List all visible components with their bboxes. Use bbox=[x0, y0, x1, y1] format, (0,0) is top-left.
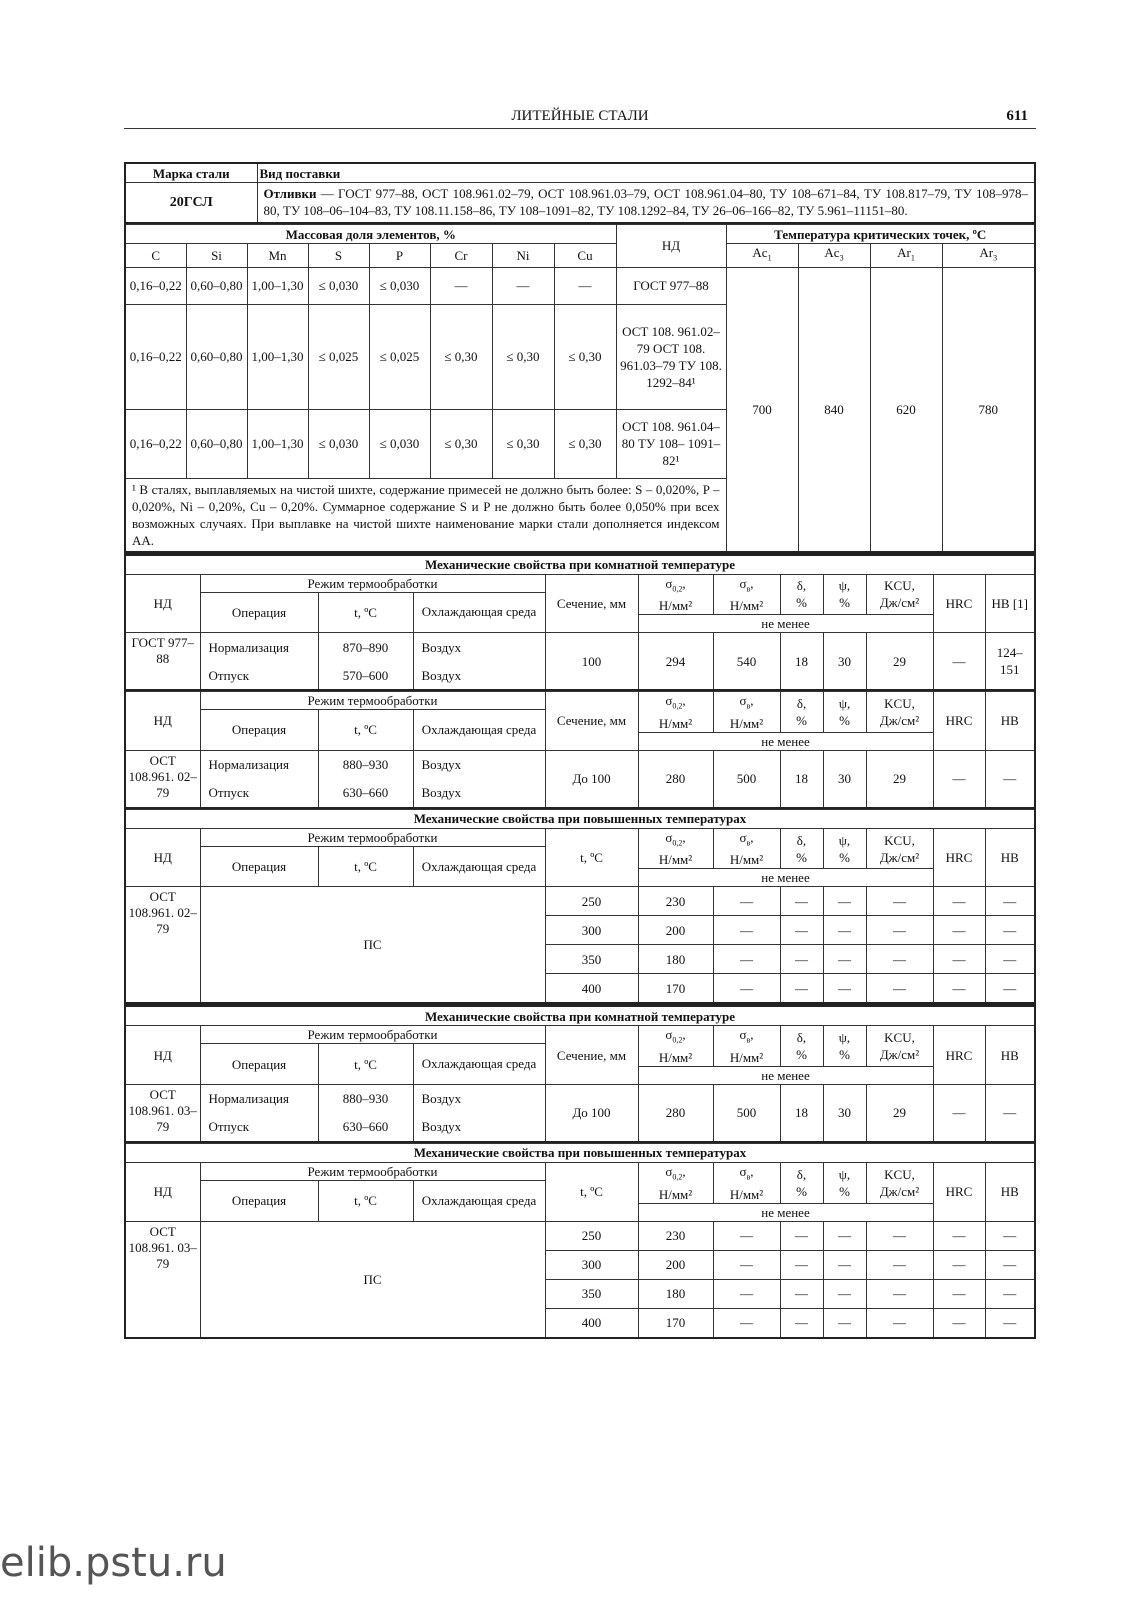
medium-header: Охлаждающая среда bbox=[413, 846, 545, 887]
empty-value: — bbox=[713, 916, 780, 945]
yield-strength-value: 180 bbox=[638, 1279, 713, 1308]
temperature-header: t, ºC bbox=[318, 710, 413, 751]
composition-value: ≤ 0,30 bbox=[554, 409, 616, 478]
hrc-header: HRC bbox=[933, 828, 985, 887]
test-temperature-value: 250 bbox=[545, 1221, 638, 1250]
empty-value: — bbox=[823, 1221, 866, 1250]
empty-value: — bbox=[823, 1308, 866, 1338]
yield-strength-value: 230 bbox=[638, 1221, 713, 1250]
nd-header: НД bbox=[125, 1026, 200, 1085]
composition-value: ≤ 0,30 bbox=[554, 304, 616, 409]
temperature-header: t, ºC bbox=[318, 1044, 413, 1085]
supply-label: Вид поставки bbox=[257, 163, 1035, 183]
kcu-header: KCU, Дж/см² bbox=[866, 1026, 933, 1067]
composition-footnote: ¹ В сталях, выплавляемых на чистой шихте, содержание примесей не должно быть более: S – 0,020%, P – 0,020%, Ni – 0,20%, Cu – 0,20%. Суммарное содержание S и P не должно быть более 0,050% при всех возможных случаях. При выплавке на чистой шихте наименование марки стали дополняется индексом АА. bbox=[125, 478, 726, 552]
empty-value: — bbox=[780, 1221, 823, 1250]
temperature-header: t, ºC bbox=[318, 592, 413, 633]
heat-treatment-header: Режим термообработки bbox=[200, 1162, 545, 1180]
nd-value: ОСТ 108.961. 03–79 bbox=[125, 1221, 200, 1338]
heat-treatment-header: Режим термообработки bbox=[200, 574, 545, 592]
empty-value: — bbox=[985, 916, 1035, 945]
empty-value: — bbox=[985, 945, 1035, 974]
composition-nd: ГОСТ 977–88 bbox=[616, 267, 726, 304]
empty-value: — bbox=[985, 1250, 1035, 1279]
empty-value: — bbox=[933, 945, 985, 974]
test-temperature-header: t, ºC bbox=[545, 1162, 638, 1221]
grade-name: 20ГСЛ bbox=[125, 183, 257, 224]
tensile-strength-header: $\sigma_в$, Н/мм² bbox=[713, 1162, 780, 1203]
property-value: 18 bbox=[780, 633, 823, 691]
medium-header: Охлаждающая среда bbox=[413, 710, 545, 751]
empty-value: — bbox=[780, 887, 823, 916]
medium-value: Воздух bbox=[413, 1113, 545, 1142]
page-number: 611 bbox=[1006, 108, 1028, 124]
composition-value: 0,16–0,22 bbox=[125, 267, 186, 304]
composition-value: 0,16–0,22 bbox=[125, 409, 186, 478]
not-less-label: не менее bbox=[638, 732, 933, 750]
property-value: 18 bbox=[780, 750, 823, 808]
nd-value: ОСТ 108.961. 02–79 bbox=[125, 750, 200, 808]
elongation-header: δ, % bbox=[780, 692, 823, 733]
operation-value: Нормализация bbox=[200, 750, 318, 779]
not-less-label: не менее bbox=[638, 1203, 933, 1221]
yield-strength-header: $\sigma_{0,2}$, Н/мм² bbox=[638, 1162, 713, 1203]
property-value: 280 bbox=[638, 1084, 713, 1142]
medium-header: Охлаждающая среда bbox=[413, 1180, 545, 1221]
composition-value: ≤ 0,025 bbox=[369, 304, 430, 409]
empty-value: — bbox=[713, 974, 780, 1004]
section-title: Механические свойства при повышенных температурах bbox=[125, 1143, 1035, 1162]
property-value: 29 bbox=[866, 750, 933, 808]
empty-value: — bbox=[866, 974, 933, 1004]
operation-value: Отпуск bbox=[200, 661, 318, 690]
composition-value: ≤ 0,30 bbox=[430, 409, 492, 478]
operation-header: Операция bbox=[200, 846, 318, 887]
property-value: — bbox=[985, 1084, 1035, 1142]
composition-value: ≤ 0,30 bbox=[430, 304, 492, 409]
heat-treatment-header: Режим термообработки bbox=[200, 1026, 545, 1044]
empty-value: — bbox=[713, 1279, 780, 1308]
reduction-header: ψ, % bbox=[823, 1026, 866, 1067]
nd-value: ОСТ 108.961. 02–79 bbox=[125, 887, 200, 1004]
empty-value: — bbox=[866, 916, 933, 945]
property-value: 500 bbox=[713, 750, 780, 808]
steel-card bbox=[124, 162, 1036, 1339]
elongation-header: δ, % bbox=[780, 574, 823, 615]
medium-header: Охлаждающая среда bbox=[413, 1044, 545, 1085]
empty-value: — bbox=[823, 887, 866, 916]
temperature-value: 870–890 bbox=[318, 633, 413, 662]
empty-value: — bbox=[866, 945, 933, 974]
reduction-header: ψ, % bbox=[823, 574, 866, 615]
empty-value: — bbox=[780, 916, 823, 945]
yield-strength-value: 170 bbox=[638, 974, 713, 1004]
empty-value: — bbox=[713, 1221, 780, 1250]
composition-value: 1,00–1,30 bbox=[247, 409, 308, 478]
kcu-header: KCU, Дж/см² bbox=[866, 828, 933, 869]
operation-header: Операция bbox=[200, 1180, 318, 1221]
element-header: P bbox=[369, 244, 430, 268]
composition-value: ≤ 0,025 bbox=[308, 304, 369, 409]
operation-value: Нормализация bbox=[200, 1084, 318, 1113]
critical-point-value: 840 bbox=[798, 267, 870, 552]
empty-value: — bbox=[933, 887, 985, 916]
yield-strength-header: $\sigma_{0,2}$, Н/мм² bbox=[638, 828, 713, 869]
medium-value: Воздух bbox=[413, 1084, 545, 1113]
empty-value: — bbox=[780, 974, 823, 1004]
temperature-value: 630–660 bbox=[318, 779, 413, 808]
element-header: Cu bbox=[554, 244, 616, 268]
section-header: Сечение, мм bbox=[545, 692, 638, 751]
castings-text: — ГОСТ 977–88, ОСТ 108.961.02–79, ОСТ 108.961.03–79, ОСТ 108.961.04–80, ТУ 108–671–84, ТУ 108.817–79, ТУ 108–978–80, ТУ 108–06–104–83, ТУ 108.11.158–86, ТУ 108–1091–82, ТУ 108.1292–84, ТУ 26–06–166–82, ТУ 5.961–11151–80. bbox=[263, 186, 1028, 218]
empty-value: — bbox=[713, 945, 780, 974]
operation-value: Отпуск bbox=[200, 1113, 318, 1142]
critical-point-value: 780 bbox=[942, 267, 1035, 552]
empty-value: — bbox=[823, 945, 866, 974]
operation-header: Операция bbox=[200, 710, 318, 751]
empty-value: — bbox=[985, 974, 1035, 1004]
empty-value: — bbox=[823, 916, 866, 945]
elongation-header: δ, % bbox=[780, 828, 823, 869]
empty-value: — bbox=[780, 1308, 823, 1338]
empty-value: — bbox=[933, 1308, 985, 1338]
property-value: 18 bbox=[780, 1084, 823, 1142]
yield-strength-value: 180 bbox=[638, 945, 713, 974]
section-title: Механические свойства при комнатной температуре bbox=[125, 1006, 1035, 1026]
empty-value: — bbox=[866, 887, 933, 916]
property-value: 30 bbox=[823, 750, 866, 808]
medium-value: Воздух bbox=[413, 750, 545, 779]
composition-value: 1,00–1,30 bbox=[247, 267, 308, 304]
critical-point-value: 700 bbox=[726, 267, 798, 552]
empty-value: — bbox=[823, 1279, 866, 1308]
section-title: Механические свойства при повышенных температурах bbox=[125, 809, 1035, 828]
not-less-label: не менее bbox=[638, 1066, 933, 1084]
high-temperature-table bbox=[124, 1143, 1036, 1339]
property-value: 29 bbox=[866, 1084, 933, 1142]
empty-value: — bbox=[866, 1279, 933, 1308]
composition-value: 0,60–0,80 bbox=[186, 409, 247, 478]
temperature-value: 570–600 bbox=[318, 661, 413, 690]
composition-value: 0,60–0,80 bbox=[186, 267, 247, 304]
property-value: — bbox=[933, 633, 985, 691]
hrc-header: HRC bbox=[933, 1026, 985, 1085]
test-temperature-value: 350 bbox=[545, 1279, 638, 1308]
test-temperature-value: 400 bbox=[545, 1308, 638, 1338]
composition-nd: ОСТ 108. 961.02–79 ОСТ 108. 961.03–79 ТУ 108. 1292–84¹ bbox=[616, 304, 726, 409]
yield-strength-value: 200 bbox=[638, 916, 713, 945]
heat-treatment-value: ПС bbox=[200, 1221, 545, 1338]
critical-point-value: 620 bbox=[870, 267, 942, 552]
property-value: 294 bbox=[638, 633, 713, 691]
property-value: 29 bbox=[866, 633, 933, 691]
hb-header: НВ bbox=[985, 1162, 1035, 1221]
critical-point-label: $Ac_3$ bbox=[798, 244, 870, 268]
composition-value: — bbox=[430, 267, 492, 304]
element-header: S bbox=[308, 244, 369, 268]
nd-header: НД bbox=[125, 692, 200, 751]
not-less-label: не менее bbox=[638, 869, 933, 887]
tensile-strength-header: $\sigma_в$, Н/мм² bbox=[713, 828, 780, 869]
elongation-header: δ, % bbox=[780, 1162, 823, 1203]
nd-header: НД bbox=[125, 1162, 200, 1221]
yield-strength-value: 230 bbox=[638, 887, 713, 916]
yield-strength-value: 200 bbox=[638, 1250, 713, 1279]
yield-strength-header: $\sigma_{0,2}$, Н/мм² bbox=[638, 692, 713, 733]
nd-value: ГОСТ 977–88 bbox=[125, 633, 200, 691]
mechanical-properties bbox=[124, 553, 1036, 1339]
running-title: ЛИТЕЙНЫЕ СТАЛИ bbox=[511, 108, 649, 124]
empty-value: — bbox=[866, 1308, 933, 1338]
yield-strength-header: $\sigma_{0,2}$, Н/мм² bbox=[638, 1026, 713, 1067]
empty-value: — bbox=[780, 1250, 823, 1279]
composition-nd: ОСТ 108. 961.04–80 ТУ 108– 1091–82¹ bbox=[616, 409, 726, 478]
empty-value: — bbox=[985, 1279, 1035, 1308]
composition-value: ≤ 0,30 bbox=[492, 409, 554, 478]
medium-header: Охлаждающая среда bbox=[413, 592, 545, 633]
empty-value: — bbox=[713, 1250, 780, 1279]
element-header: Si bbox=[186, 244, 247, 268]
empty-value: — bbox=[780, 1279, 823, 1308]
high-temperature-table bbox=[124, 809, 1036, 1005]
critical-point-label: $Ac_1$ bbox=[726, 244, 798, 268]
empty-value: — bbox=[823, 1250, 866, 1279]
elongation-header: δ, % bbox=[780, 1026, 823, 1067]
reduction-header: ψ, % bbox=[823, 828, 866, 869]
tensile-strength-header: $\sigma_в$, Н/мм² bbox=[713, 692, 780, 733]
composition-value: ≤ 0,030 bbox=[308, 409, 369, 478]
empty-value: — bbox=[933, 916, 985, 945]
composition-value: ≤ 0,030 bbox=[369, 409, 430, 478]
composition-value: 0,16–0,22 bbox=[125, 304, 186, 409]
composition-value: 1,00–1,30 bbox=[247, 304, 308, 409]
tensile-strength-header: $\sigma_в$, Н/мм² bbox=[713, 1026, 780, 1067]
property-value: 280 bbox=[638, 750, 713, 808]
hb-header: НВ [1] bbox=[985, 574, 1035, 633]
empty-value: — bbox=[866, 1250, 933, 1279]
temperature-value: 880–930 bbox=[318, 1084, 413, 1113]
property-value: 30 bbox=[823, 633, 866, 691]
section-value: До 100 bbox=[545, 750, 638, 808]
empty-value: — bbox=[780, 945, 823, 974]
composition-value: — bbox=[492, 267, 554, 304]
hb-header: НВ bbox=[985, 828, 1035, 887]
grade-table bbox=[124, 162, 1036, 224]
critical-point-label: $Ar_3$ bbox=[942, 244, 1035, 268]
watermark: elib.pstu.ru bbox=[0, 1540, 227, 1586]
composition-value: 0,60–0,80 bbox=[186, 304, 247, 409]
temperature-value: 880–930 bbox=[318, 750, 413, 779]
composition-value: ≤ 0,030 bbox=[308, 267, 369, 304]
medium-value: Воздух bbox=[413, 661, 545, 690]
empty-value: — bbox=[866, 1221, 933, 1250]
composition-value: — bbox=[554, 267, 616, 304]
element-header: C bbox=[125, 244, 186, 268]
heat-treatment-header: Режим термообработки bbox=[200, 692, 545, 710]
hrc-header: HRC bbox=[933, 574, 985, 633]
empty-value: — bbox=[823, 974, 866, 1004]
medium-value: Воздух bbox=[413, 633, 545, 662]
operation-header: Операция bbox=[200, 1044, 318, 1085]
property-value: 500 bbox=[713, 1084, 780, 1142]
yield-strength-header: $\sigma_{0,2}$, Н/мм² bbox=[638, 574, 713, 615]
hrc-header: HRC bbox=[933, 1162, 985, 1221]
kcu-header: KCU, Дж/см² bbox=[866, 1162, 933, 1203]
composition-title: Массовая доля элементов, % bbox=[125, 225, 616, 244]
castings-label: Отливки bbox=[263, 186, 317, 201]
tensile-strength-header: $\sigma_в$, Н/мм² bbox=[713, 574, 780, 615]
section-value: До 100 bbox=[545, 1084, 638, 1142]
empty-value: — bbox=[713, 1308, 780, 1338]
room-temperature-table bbox=[124, 553, 1036, 692]
composition-table bbox=[124, 224, 1036, 553]
property-value: 124–151 bbox=[985, 633, 1035, 691]
operation-value: Отпуск bbox=[200, 779, 318, 808]
property-value: — bbox=[933, 750, 985, 808]
test-temperature-value: 400 bbox=[545, 974, 638, 1004]
element-header: Mn bbox=[247, 244, 308, 268]
property-value: 540 bbox=[713, 633, 780, 691]
hrc-header: HRC bbox=[933, 692, 985, 751]
empty-value: — bbox=[985, 1221, 1035, 1250]
section-title: Механические свойства при комнатной температуре bbox=[125, 554, 1035, 574]
medium-value: Воздух bbox=[413, 779, 545, 808]
grade-label: Марка стали bbox=[125, 163, 257, 183]
room-temperature-table bbox=[124, 691, 1036, 809]
operation-value: Нормализация bbox=[200, 633, 318, 662]
critical-point-label: $Ar_1$ bbox=[870, 244, 942, 268]
property-value: — bbox=[933, 1084, 985, 1142]
test-temperature-header: t, ºC bbox=[545, 828, 638, 887]
operation-header: Операция bbox=[200, 592, 318, 633]
composition-nd-header: НД bbox=[616, 225, 726, 268]
heat-treatment-header: Режим термообработки bbox=[200, 828, 545, 846]
reduction-header: ψ, % bbox=[823, 1162, 866, 1203]
supply-text bbox=[257, 183, 1035, 224]
empty-value: — bbox=[933, 974, 985, 1004]
hb-header: НВ bbox=[985, 1026, 1035, 1085]
test-temperature-value: 300 bbox=[545, 1250, 638, 1279]
property-value: 30 bbox=[823, 1084, 866, 1142]
kcu-header: KCU, Дж/см² bbox=[866, 692, 933, 733]
section-value: 100 bbox=[545, 633, 638, 691]
section-header: Сечение, мм bbox=[545, 574, 638, 633]
nd-value: ОСТ 108.961. 03–79 bbox=[125, 1084, 200, 1142]
nd-header: НД bbox=[125, 828, 200, 887]
kcu-header: KCU, Дж/см² bbox=[866, 574, 933, 615]
empty-value: — bbox=[713, 887, 780, 916]
test-temperature-value: 250 bbox=[545, 887, 638, 916]
room-temperature-table bbox=[124, 1004, 1036, 1143]
element-header: Ni bbox=[492, 244, 554, 268]
empty-value: — bbox=[985, 887, 1035, 916]
empty-value: — bbox=[933, 1221, 985, 1250]
temperature-value: 630–660 bbox=[318, 1113, 413, 1142]
section-header: Сечение, мм bbox=[545, 1026, 638, 1085]
empty-value: — bbox=[933, 1279, 985, 1308]
hb-header: НВ bbox=[985, 692, 1035, 751]
test-temperature-value: 350 bbox=[545, 945, 638, 974]
test-temperature-value: 300 bbox=[545, 916, 638, 945]
temperature-header: t, ºC bbox=[318, 846, 413, 887]
heat-treatment-value: ПС bbox=[200, 887, 545, 1004]
temperature-header: t, ºC bbox=[318, 1180, 413, 1221]
not-less-label: не менее bbox=[638, 615, 933, 633]
empty-value: — bbox=[933, 1250, 985, 1279]
yield-strength-value: 170 bbox=[638, 1308, 713, 1338]
nd-header: НД bbox=[125, 574, 200, 633]
composition-value: ≤ 0,30 bbox=[492, 304, 554, 409]
property-value: — bbox=[985, 750, 1035, 808]
running-header bbox=[124, 108, 1036, 129]
element-header: Cr bbox=[430, 244, 492, 268]
empty-value: — bbox=[985, 1308, 1035, 1338]
reduction-header: ψ, % bbox=[823, 692, 866, 733]
composition-value: ≤ 0,030 bbox=[369, 267, 430, 304]
critical-points-title: Температура критических точек, ºС bbox=[726, 225, 1035, 244]
